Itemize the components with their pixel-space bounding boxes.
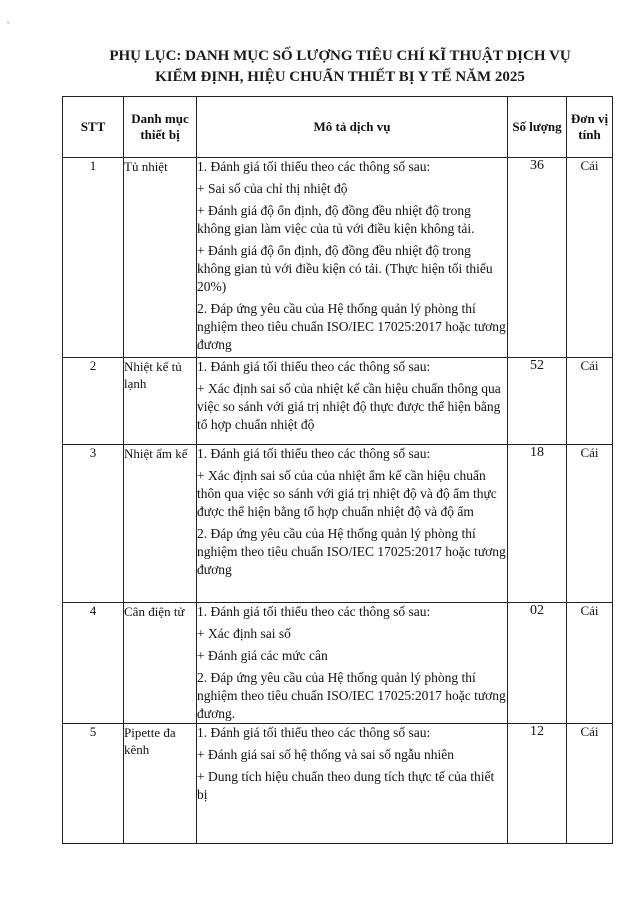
service-catalog-table	[62, 96, 613, 844]
description-paragraph: + Đánh giá độ ổn định, độ đồng đều nhiệt độ trong không gian làm việc của tủ với điều kiện không tải.	[197, 203, 475, 236]
row-category: Nhiệt kế tủ lạnh	[124, 358, 197, 445]
description-paragraph: 1. Đánh giá tối thiểu theo các thông số sau:	[197, 604, 431, 619]
row-description	[197, 158, 508, 358]
header-stt: STT	[63, 97, 124, 158]
row-unit: Cái	[567, 724, 613, 844]
header-row	[63, 97, 613, 158]
row-unit: Cái	[567, 158, 613, 358]
description-paragraph: 2. Đáp ứng yêu cầu của Hệ thống quản lý phòng thí nghiệm theo tiêu chuẩn ISO/IEC 17025:2017 hoặc tương đương	[197, 526, 506, 577]
description-paragraph: + Đánh giá độ ổn định, độ đồng đều nhiệt độ trong không gian tủ với điều kiện có tải. (Thực hiện tối thiểu 20%)	[197, 243, 493, 294]
row-category: Nhiệt ẩm kế	[124, 445, 197, 603]
description-paragraph: 1. Đánh giá tối thiểu theo các thông số sau:	[197, 446, 431, 461]
table-header	[63, 97, 613, 158]
title-line-2: KIỂM ĐỊNH, HIỆU CHUẨN THIẾT BỊ Y TẾ NĂM 2025	[155, 69, 525, 85]
description-paragraph: 2. Đáp ứng yêu cầu của Hệ thống quản lý phòng thí nghiệm theo tiêu chuẩn ISO/IEC 17025:2017 hoặc tương đương	[197, 301, 506, 352]
row-number: 2	[63, 358, 124, 445]
row-quantity: 52	[508, 358, 567, 445]
row-description	[197, 445, 508, 603]
row-quantity: 18	[508, 445, 567, 603]
header-description: Mô tả dịch vụ	[197, 97, 508, 158]
row-category: Tủ nhiệt	[124, 158, 197, 358]
row-category: Pipette đa kênh	[124, 724, 197, 844]
table-body	[63, 158, 613, 844]
row-number: 3	[63, 445, 124, 603]
description-paragraph: + Xác định sai số của của nhiệt ẩm kế cần hiệu chuẩn thôn qua việc so sánh với giá trị nhiệt độ và độ ẩm thực được thể hiện bằng tổ hợp chuẩn nhiệt độ và độ ẩm	[197, 468, 497, 519]
description-paragraph: + Xác định sai số của nhiệt kế cần hiệu chuẩn thông qua việc so sánh với giá trị nhiệt độ thực được thể hiện bằng tổ hợp chuẩn nhiệt độ	[197, 381, 501, 432]
description-paragraph: 1. Đánh giá tối thiểu theo các thông số sau:	[197, 725, 431, 740]
row-description	[197, 603, 508, 724]
row-quantity: 36	[508, 158, 567, 358]
title-line-1: PHỤ LỤC: DANH MỤC SỐ LƯỢNG TIÊU CHÍ KĨ THUẬT DỊCH VỤ	[109, 48, 571, 64]
document-title	[60, 46, 620, 88]
header-category: Danh mục thiết bị	[124, 97, 197, 158]
table-row	[63, 158, 613, 358]
row-unit: Cái	[567, 358, 613, 445]
description-paragraph: + Đánh giá các mức cân	[197, 648, 328, 663]
description-paragraph: 1. Đánh giá tối thiểu theo các thông số sau:	[197, 359, 431, 374]
description-paragraph: + Sai số của chỉ thị nhiệt độ	[197, 181, 348, 196]
description-paragraph: + Xác định sai số	[197, 626, 291, 641]
table-row	[63, 358, 613, 445]
row-quantity: 12	[508, 724, 567, 844]
description-paragraph: 1. Đánh giá tối thiểu theo các thông số sau:	[197, 159, 431, 174]
table-row	[63, 603, 613, 724]
row-number: 4	[63, 603, 124, 724]
table-row	[63, 724, 613, 844]
header-unit: Đơn vị tính	[567, 97, 613, 158]
row-unit: Cái	[567, 603, 613, 724]
description-paragraph: + Dung tích hiệu chuẩn theo dung tích thực tế của thiết bị	[197, 769, 495, 802]
header-quantity: Số lượng	[508, 97, 567, 158]
row-description	[197, 724, 508, 844]
row-quantity: 02	[508, 603, 567, 724]
table-row	[63, 445, 613, 603]
row-number: 5	[63, 724, 124, 844]
row-category: Cân điện tử	[124, 603, 197, 724]
row-unit: Cái	[567, 445, 613, 603]
row-number: 1	[63, 158, 124, 358]
description-paragraph: 2. Đáp ứng yêu cầu của Hệ thống quản lý phòng thí nghiệm theo tiêu chuẩn ISO/IEC 17025:2017 hoặc tương đương.	[197, 670, 506, 721]
scan-mark: ˇ	[6, 22, 11, 32]
row-description	[197, 358, 508, 445]
description-paragraph: + Đánh giá sai số hệ thống và sai số ngẫu nhiên	[197, 747, 454, 762]
